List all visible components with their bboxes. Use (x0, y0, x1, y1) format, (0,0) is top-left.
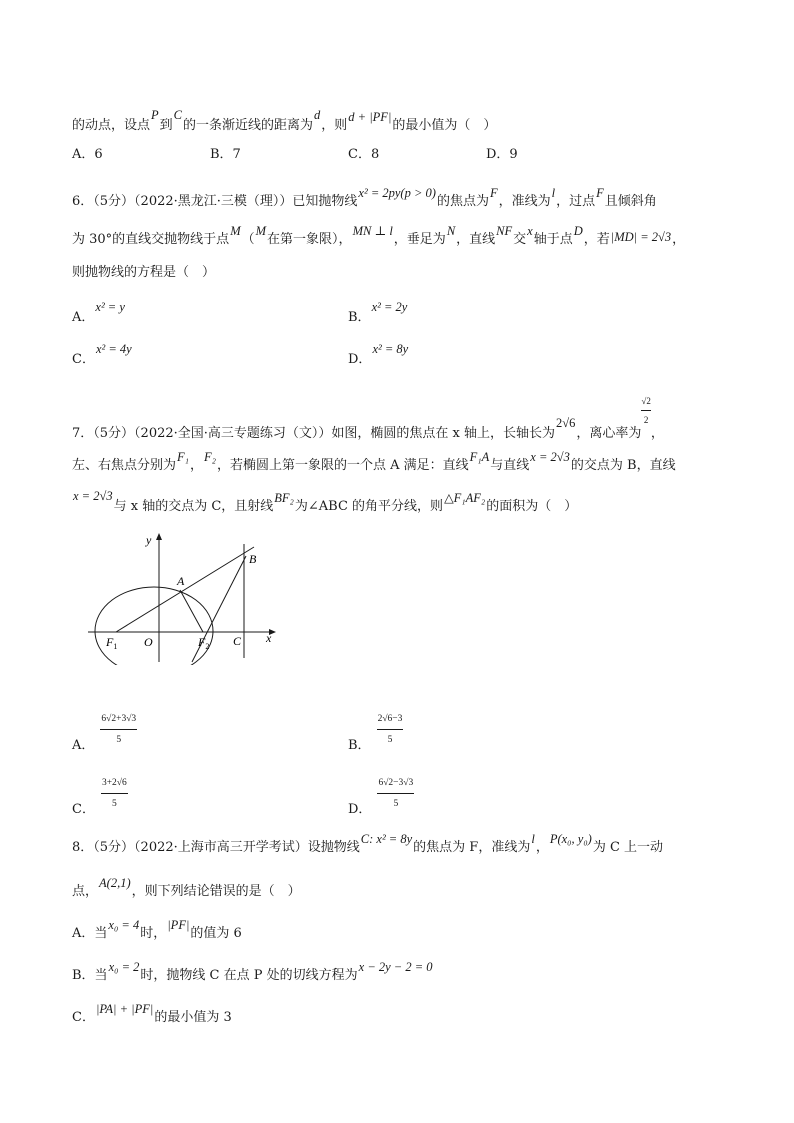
frac-den: 5 (393, 799, 399, 809)
math-d: d (314, 108, 321, 122)
frac-den: 5 (116, 735, 122, 745)
math-M: M (230, 224, 241, 238)
option-letter: A． (72, 738, 95, 753)
option-letter: D． (348, 352, 372, 367)
option-letter: B． (348, 738, 371, 753)
q5-text: 的动点，设点 (72, 118, 151, 133)
line-a-f2 (180, 590, 203, 632)
q8-text: A．当 (72, 926, 108, 941)
option-letter: D． (348, 802, 372, 817)
frac-option (100, 710, 137, 749)
math-x0: x₀ = 4 (108, 918, 140, 932)
math-D: D (573, 224, 583, 238)
math-F1: F₁ (177, 450, 189, 464)
q8-option-a (72, 918, 242, 943)
q7-option-c (72, 778, 128, 829)
q7-stem-line-3 (72, 489, 578, 516)
q6-text: 的焦点为 (436, 194, 489, 209)
q8-text: 的最小值为 3 (154, 1010, 232, 1025)
q8-text: C． (72, 1010, 95, 1025)
math-axis-length: 2√6 (556, 416, 576, 430)
math-d-plus-pf: d + |PF| (348, 110, 392, 124)
q7-option-d (348, 778, 414, 829)
q8-text: 的焦点为 F，准线为 (413, 840, 531, 855)
q5-text: 的一条渐近线的距离为 (183, 118, 314, 133)
q7-text: 与直线 (490, 458, 530, 473)
math-eccentricity (641, 392, 650, 429)
q5-text: ，则 (321, 118, 348, 133)
q6-text: 在第一象限）， (267, 232, 352, 247)
math-md-length: |MD| = 2√3 (610, 230, 672, 244)
math-F: F (596, 186, 604, 200)
q6-text: ，直线 (456, 232, 496, 247)
math-x: x (527, 224, 533, 238)
q6-text: 轴于点 (533, 232, 573, 247)
q6-text: 为 30°的直线交抛物线于点 (72, 232, 230, 247)
q8-text: 为 C 上一动 (592, 840, 664, 855)
q7-text: 左、右焦点分别为 (72, 458, 177, 473)
math-mn-perp-l: MN ⊥ l (352, 224, 393, 238)
math-tangent: x − 2y − 2 = 0 (358, 960, 433, 974)
q8-text: ，则下列结论错误的是（ ） (131, 884, 301, 899)
q8-text: 的值为 6 (190, 926, 242, 941)
q7-text: ， (190, 458, 204, 473)
q6-option-c (72, 342, 133, 369)
math-l: l (531, 832, 535, 846)
q6-option-d (348, 342, 409, 369)
math-pf: |PF| (167, 918, 190, 932)
q7-stem-line-2 (72, 450, 676, 475)
q6-option-a (72, 300, 126, 327)
math-parabola-c: C: x² = 8y (360, 832, 413, 846)
q5-option-a: A．6 (72, 147, 103, 162)
math-BF2: BF₂ (274, 491, 294, 505)
q6-text: ，过点 (556, 194, 596, 209)
q8-stem-line-2 (72, 876, 301, 901)
math-F1A: F₁A (469, 450, 490, 464)
frac-option (377, 774, 414, 813)
q7-text: 与 x 轴的交点为 C，且射线 (113, 499, 274, 514)
q8-text: B．当 (72, 968, 108, 983)
q6-text: 6．（5分）（2022·黑龙江·三模（理））已知抛物线 (72, 194, 358, 209)
q8-option-c (72, 1002, 232, 1027)
frac-den: 2 (643, 415, 649, 425)
y-axis-arrow (156, 533, 162, 540)
frac-option (101, 774, 128, 813)
label-C: C (233, 634, 242, 648)
frac-num: √2 (641, 392, 650, 411)
frac-option (377, 710, 404, 749)
label-x: x (266, 631, 272, 645)
math-l: l (551, 186, 556, 200)
option-letter: C． (72, 352, 95, 367)
q6-text: 交 (513, 232, 527, 247)
frac-num: 6√2+3√3 (100, 710, 137, 730)
q6-text: ，准线为 (498, 194, 551, 209)
q6-stem-line-3: 则抛物线的方程是（ ） (72, 265, 216, 280)
line-f1-b (116, 547, 254, 632)
frac-num: 3+2√6 (101, 774, 128, 794)
label-B: B (249, 552, 257, 566)
q8-stem-line-1 (72, 832, 664, 857)
math-option: x² = 4y (95, 342, 132, 356)
math-option: x² = 8y (372, 342, 409, 356)
q5-option-b: B．7 (210, 147, 241, 162)
ellipse (95, 587, 213, 665)
option-letter: C． (72, 802, 95, 817)
math-x0: x₀ = 2 (108, 960, 140, 974)
label-O: O (144, 635, 153, 649)
math-C: C (173, 108, 183, 122)
q5-stem-line (72, 108, 497, 135)
q8-text: ， (535, 840, 549, 855)
frac-num: 2√6−3 (377, 710, 404, 730)
q8-text: 时，抛物线 C 在点 P 处的切线方程为 (140, 968, 358, 983)
frac-num: 6√2−3√3 (377, 774, 414, 794)
q5-text: 到 (159, 118, 173, 133)
math-point-a: A(2,1) (99, 876, 131, 890)
math-NF: NF (496, 224, 513, 238)
q6-stem-line-1 (72, 186, 657, 211)
math-triangle: △F₁AF₂ (444, 491, 486, 505)
math-parabola-eq: x² = 2py(p > 0) (358, 186, 436, 200)
q8-text: 点， (72, 884, 99, 899)
q6-option-b (348, 300, 408, 327)
q6-text: ，若 (583, 232, 610, 247)
math-x-eq: x = 2√3 (73, 489, 113, 503)
option-letter: A． (72, 310, 95, 325)
math-P: P (151, 108, 159, 122)
q5-option-d: D．9 (486, 147, 518, 162)
q7-text: 7．（5分）（2022·全国·高三专题练习（文））如图，椭圆的焦点在 x 轴上，长轴长为 (72, 426, 555, 441)
q8-option-b (72, 960, 434, 985)
frac-den: 5 (387, 735, 393, 745)
label-A: A (177, 574, 185, 588)
q7-text: ， (650, 426, 664, 441)
q6-text: （ (241, 232, 255, 247)
ellipse-figure (86, 530, 286, 665)
math-option: x² = 2y (371, 300, 408, 314)
math-x-eq: x = 2√3 (530, 450, 570, 464)
q7-text: 的面积为（ ） (486, 499, 578, 514)
q8-text: 时， (140, 926, 167, 941)
q7-text: 为∠ABC 的角平分线，则 (294, 499, 444, 514)
math-M: M (255, 224, 267, 238)
q6-text: 且倾斜角 (604, 194, 657, 209)
math-option: x² = y (95, 300, 125, 314)
math-F2: F₂ (204, 450, 216, 464)
q6-text: ，垂足为 (393, 232, 446, 247)
q7-option-a (72, 714, 137, 765)
q6-stem-line-2 (72, 224, 686, 249)
q7-stem-line-1 (72, 396, 664, 443)
label-F2: $F_2$ (198, 635, 210, 651)
math-F: F (489, 186, 498, 200)
q5-option-c: C．8 (348, 147, 380, 162)
q6-text: ， (672, 232, 686, 247)
math-point-p: P(x₀, y₀) (549, 832, 592, 846)
math-N: N (446, 224, 456, 238)
math-pa-pf: |PA| + |PF| (95, 1002, 154, 1016)
q8-text: 8．（5分）（2022·上海市高三开学考试）设抛物线 (72, 840, 360, 855)
label-y: y (146, 533, 152, 547)
label-F1: $F_1$ (106, 635, 118, 651)
q7-text: 的交点为 B，直线 (570, 458, 676, 473)
option-letter: B． (348, 310, 371, 325)
q7-option-b (348, 714, 403, 765)
frac-den: 5 (111, 799, 117, 809)
q5-text: 的最小值为（ ） (392, 118, 497, 133)
q7-text: ，若椭圆上第一象限的一个点 A 满足：直线 (217, 458, 469, 473)
q7-text: ，离心率为 (576, 426, 642, 441)
